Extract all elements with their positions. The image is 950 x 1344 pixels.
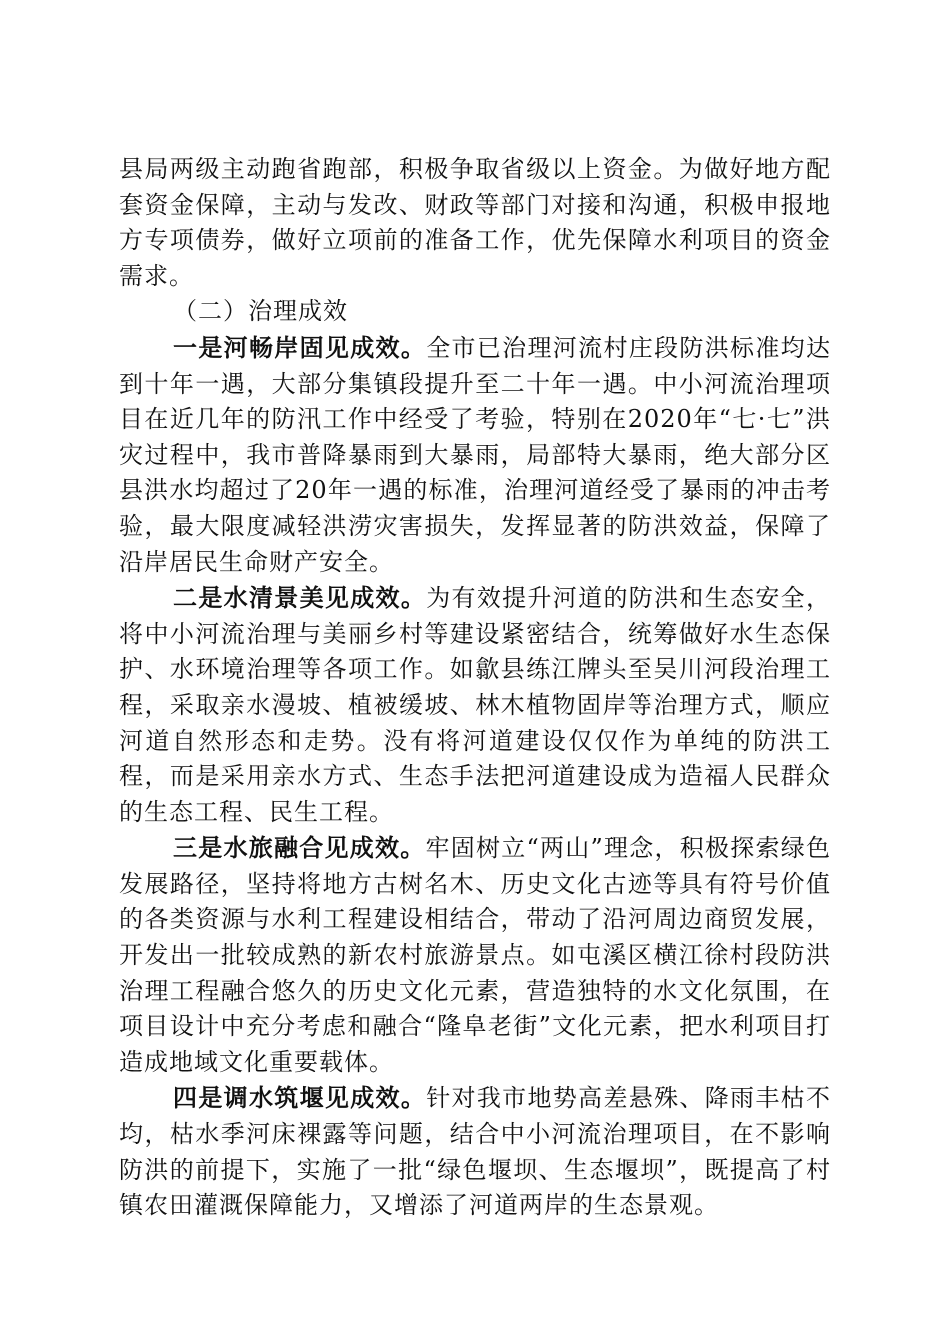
intro-paragraph: 县局两级主动跑省跑部，积极争取省级以上资金。为做好地方配套资金保障，主动与发改、财政等部门对接和沟通，积极申报地方专项债券，做好立项前的准备工作，优先保障水利项目的资金需求。 <box>119 155 831 290</box>
item-lead-1: 一是河畅岸固见成效。 <box>173 332 427 362</box>
item-paragraph-3 <box>119 830 831 1080</box>
item-body-4: 针对我市地势高差悬殊、降雨丰枯不均，枯水季河床裸露等问题，结合中小河流治理项目，在不影响防洪的前提下，实施了一批“绿色堰坝、生态堰坝”，既提高了村镇农田灌溉保障能力，又增添了河道两岸的生态景观。 <box>119 1084 832 1220</box>
item-body-1: 全市已治理河流村庄段防洪标准均达到十年一遇，大部分集镇段提升至二十年一遇。中小河流治理项目在近几年的防汛工作中经受了考验，特别在2020年“七·七”洪灾过程中，我市普降暴雨到大暴雨，局部特大暴雨，绝大部分区县洪水均超过了20年一遇的标准，治理河道经受了暴雨的冲击考验，最大限度减轻洪涝灾害损失，发挥显著的防洪效益，保障了沿岸居民生命财产安全。 <box>119 333 832 576</box>
item-lead-2: 二是水清景美见成效。 <box>173 583 427 613</box>
item-body-2: 为有效提升河道的防洪和生态安全，将中小河流治理与美丽乡村等建设紧密结合，统筹做好水生态保护、水环境治理等各项工作。如歙县练江牌头至吴川河段治理工程，采取亲水漫坡、植被缓坡、林木植物固岸等治理方式，顺应河道自然形态和走势。没有将河道建设仅仅作为单纯的防洪工程，而是采用亲水方式、生态手法把河道建设成为造福人民群众的生态工程、民生工程。 <box>119 584 832 826</box>
section-heading: （二）治理成效 <box>173 297 348 326</box>
item-paragraph-1 <box>119 330 831 580</box>
item-lead-4: 四是调水筑堰见成效。 <box>173 1083 427 1113</box>
item-body-3: 牢固树立“两山”理念，积极探索绿色发展路径，坚持将地方古树名木、历史文化古迹等具有符号价值的各类资源与水利工程建设相结合，带动了沿河周边商贸发展，开发出一批较成熟的新农村旅游景点。如屯溪区横江徐村段防洪治理工程融合悠久的历史文化元素，营造独特的水文化氛围，在项目设计中充分考虑和融合“隆阜老街”文化元素，把水利项目打造成地域文化重要载体。 <box>119 834 831 1076</box>
document-body <box>119 152 831 1224</box>
item-paragraph-2 <box>119 580 831 830</box>
item-paragraph-4 <box>119 1080 831 1223</box>
item-lead-3: 三是水旅融合见成效。 <box>173 833 426 863</box>
